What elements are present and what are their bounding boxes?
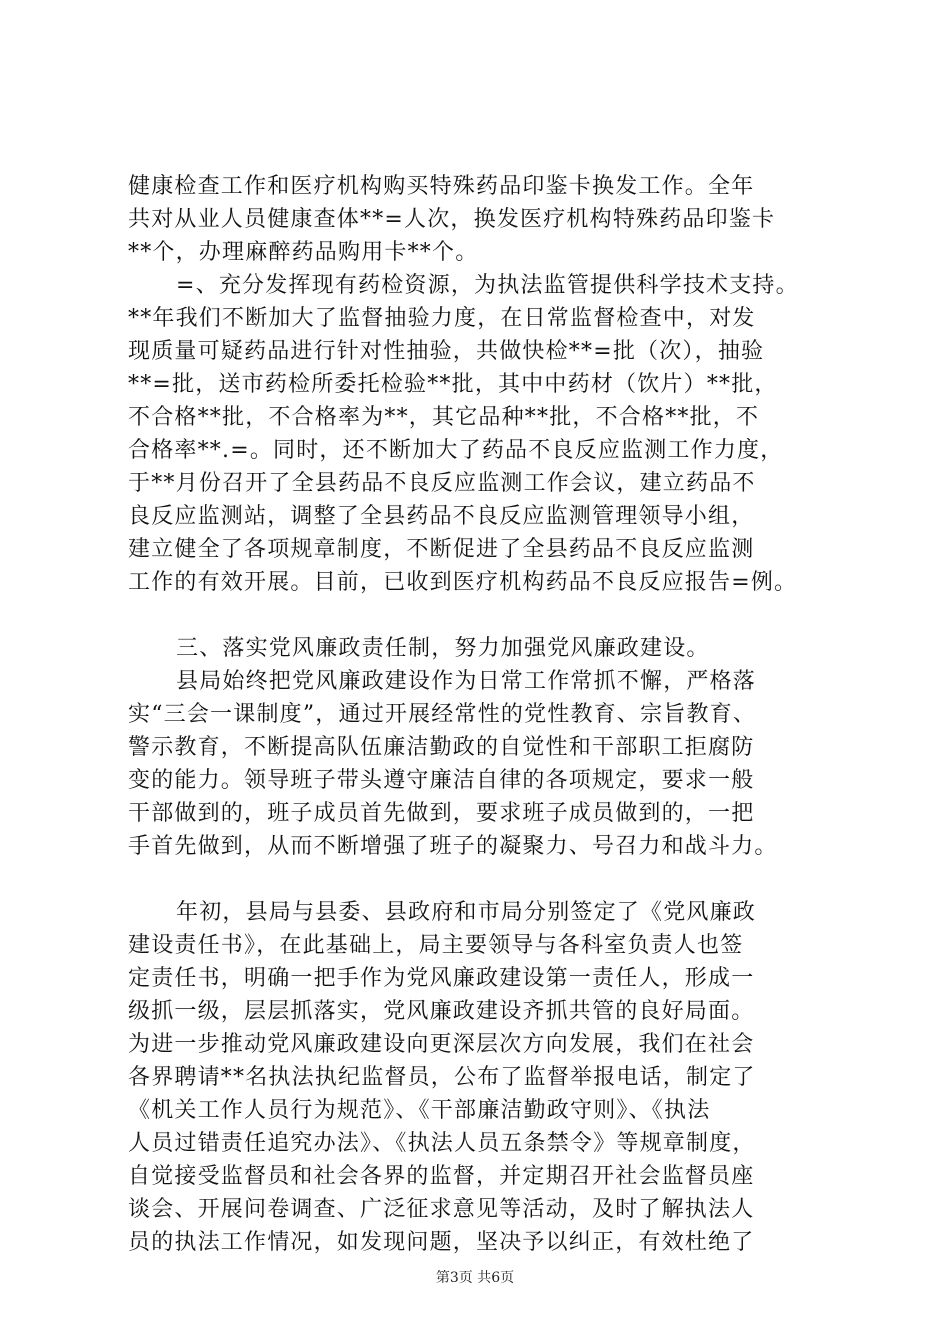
- text-line: 建设责任书》，在此基础上，局主要领导与各科室负责人也签: [128, 933, 744, 958]
- text-line: 工作的有效开展。目前，已收到医疗机构药品不良反应报告=例。: [128, 570, 798, 595]
- text-line: 手首先做到，从而不断增强了班子的凝聚力、号召力和战斗力。: [128, 834, 778, 859]
- text-line: 定责任书，明确一把手作为党风廉政建设第一责任人，形成一: [128, 966, 755, 991]
- text-line: 人员过错责任追究办法》、《执法人员五条禁令》等规章制度，: [128, 1131, 756, 1156]
- text-line: 为进一步推动党风廉政建设向更深层次方向发展，我们在社会: [128, 1032, 755, 1057]
- text-line: 各界聘请**名执法执纪监督员，公布了监督举报电话，制定了: [128, 1065, 756, 1090]
- text-line: 级抓一级，层层抓落实，党风廉政建设齐抓共管的良好局面。: [128, 999, 755, 1024]
- document-body: [128, 170, 850, 1259]
- text-line: =、充分发挥现有药检资源，为执法监管提供科学技术支持。: [176, 273, 799, 298]
- text-line: 良反应监测站，调整了全县药品不良反应监测管理领导小组，: [128, 504, 755, 529]
- text-line: 于**月份召开了全县药品不良反应监测工作会议，建立药品不: [128, 471, 756, 496]
- text-line: 建立健全了各项规章制度，不断促进了全县药品不良反应监测: [128, 537, 755, 562]
- paragraph-gap: [128, 599, 850, 632]
- text-line: 自觉接受监督员和社会各界的监督，并定期召开社会监督员座: [128, 1164, 755, 1189]
- text-line: **=批，送市药检所委托检验**批，其中中药材（饮片）**批，: [128, 372, 778, 397]
- text-line: 谈会、开展问卷调查、广泛征求意见等活动，及时了解执法人: [128, 1197, 755, 1222]
- text-line: 《机关工作人员行为规范》、《干部廉洁勤政守则》、《执法: [128, 1098, 711, 1123]
- text-line: 合格率**.=。同时，还不断加大了药品不良反应监测工作力度，: [128, 438, 784, 463]
- paragraph-gap: [128, 863, 850, 896]
- section-heading: 三、落实党风廉政责任制，努力加强党风廉政建设。: [176, 636, 710, 661]
- text-line: 现质量可疑药品进行针对性抽验，共做快检**=批（次），抽验: [128, 339, 765, 364]
- text-line: 年初，县局与县委、县政府和市局分别签定了《党风廉政: [176, 900, 757, 925]
- text-line: 健康检查工作和医疗机构购买特殊药品印鉴卡换发工作。全年: [128, 174, 755, 199]
- text-line: 县局始终把党风廉政建设作为日常工作常抓不懈，严格落: [176, 669, 757, 694]
- text-line: 不合格**批，不合格率为**，其它品种**批，不合格**批，不: [128, 405, 760, 430]
- page-number-footer: 第3页 共6页: [435, 1270, 515, 1286]
- text-line: 干部做到的，班子成员首先做到，要求班子成员做到的，一把: [128, 801, 755, 826]
- text-line: **年我们不断加大了监督抽验力度，在日常监督检查中，对发: [128, 306, 756, 331]
- text-line: 警示教育，不断提高队伍廉洁勤政的自觉性和干部职工拒腐防: [128, 735, 755, 760]
- text-line: 变的能力。领导班子带头遵守廉洁自律的各项规定，要求一般: [128, 768, 755, 793]
- text-line: **个，办理麻醉药品购用卡**个。: [128, 240, 479, 265]
- text-line: 共对从业人员健康查体**=人次，换发医疗机构特殊药品印鉴卡: [128, 207, 776, 232]
- text-line: 员的执法工作情况，如发现问题，坚决予以纠正，有效杜绝了: [128, 1230, 755, 1255]
- text-line: 实“三会一课制度”，通过开展经常性的党性教育、宗旨教育、: [128, 702, 757, 727]
